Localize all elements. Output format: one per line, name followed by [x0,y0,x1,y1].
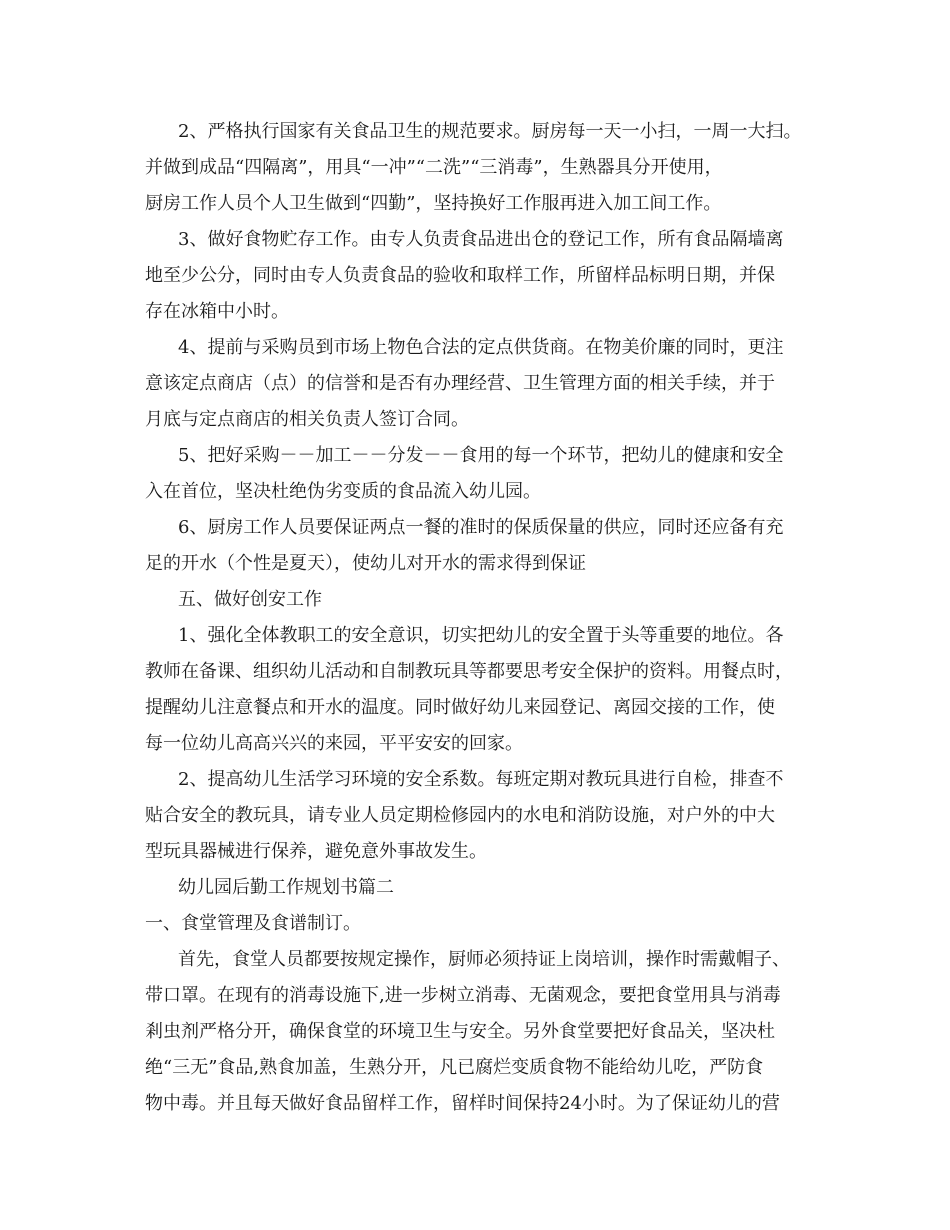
text-line: 6、厨房工作人员要保证两点一餐的准时的保质保量的供应，同时还应备有充 [178,517,784,538]
text-line: 带口罩。在现有的消毒设施下,进一步树立消毒、无菌观念，要把食堂用具与消毒 [145,985,781,1006]
text-line: 4、提前与采购员到市场上物色合法的定点供货商。在物美价廉的同时，更注 [178,337,784,358]
text-line: 1、强化全体教职工的安全意识，切实把幼儿的安全置于头等重要的地位。各 [178,625,784,646]
text-line: 首先，食堂人员都要按规定操作，厨师必须持证上岗培训，操作时需戴帽子、 [178,949,790,970]
text-line: 绝“三无”食品,熟食加盖，生熟分开，凡已腐烂变质食物不能给幼儿吃，严防食 [145,1057,764,1078]
text-line: 足的开水（个性是夏天），使幼儿对开水的需求得到保证 [145,553,586,574]
text-line: 月底与定点商店的相关负责人签订合同。 [145,409,469,430]
text-line: 地至少公分，同时由专人负责食品的验收和取样工作，所留样品标明日期，并保 [145,265,775,286]
section-heading: 一、食堂管理及食谱制订。 [145,913,361,934]
text-line: 2、严格执行国家有关食品卫生的规范要求。厨房每一天一小扫，一周一大扫。 [178,121,802,142]
text-line: 提醒幼儿注意餐点和开水的温度。同时做好幼儿来园登记、离园交接的工作，使 [145,697,775,718]
text-line: 教师在备课、组织幼儿活动和自制教玩具等都要思考安全保护的资料。用餐点时， [145,661,793,682]
text-line: 每一位幼儿高高兴兴的来园，平平安安的回家。 [145,733,523,754]
text-line: 5、把好采购－－加工－－分发－－食用的每一个环节，把幼儿的健康和安全 [178,445,784,466]
text-line: 入在首位，坚决杜绝伪劣变质的食品流入幼儿园。 [145,481,541,502]
text-line: 存在冰箱中小时。 [145,301,289,322]
section-heading: 五、做好创安工作 [178,589,322,610]
text-line: 意该定点商店（点）的信誉和是否有办理经营、卫生管理方面的相关手续，并于 [145,373,775,394]
text-line: 并做到成品“四隔离”，用具“一冲”“二洗”“三消毒”，生熟器具分开使用， [145,157,723,178]
text-line: 2、提高幼儿生活学习环境的安全系数。每班定期对教玩具进行自检，排查不 [178,769,784,790]
text-line: 物中毒。并且每天做好食品留样工作，留样时间保持24小时。为了保证幼儿的营 [145,1093,780,1114]
text-line: 厨房工作人员个人卫生做到“四勤”，坚持换好工作服再进入加工间工作。 [145,193,722,214]
section-title: 幼儿园后勤工作规划书篇二 [178,877,394,898]
text-line: 3、做好食物贮存工作。由专人负责食品进出仓的登记工作，所有食品隔墙离 [178,229,784,250]
text-line: 剎虫剂严格分开，确保食堂的环境卫生与安全。另外食堂要把好食品关，坚决杜 [145,1021,775,1042]
text-line: 贴合安全的教玩具，请专业人员定期检修园内的水电和消防设施，对户外的中大 [145,805,775,826]
text-line: 型玩具器械进行保养，避免意外事故发生。 [145,841,487,862]
